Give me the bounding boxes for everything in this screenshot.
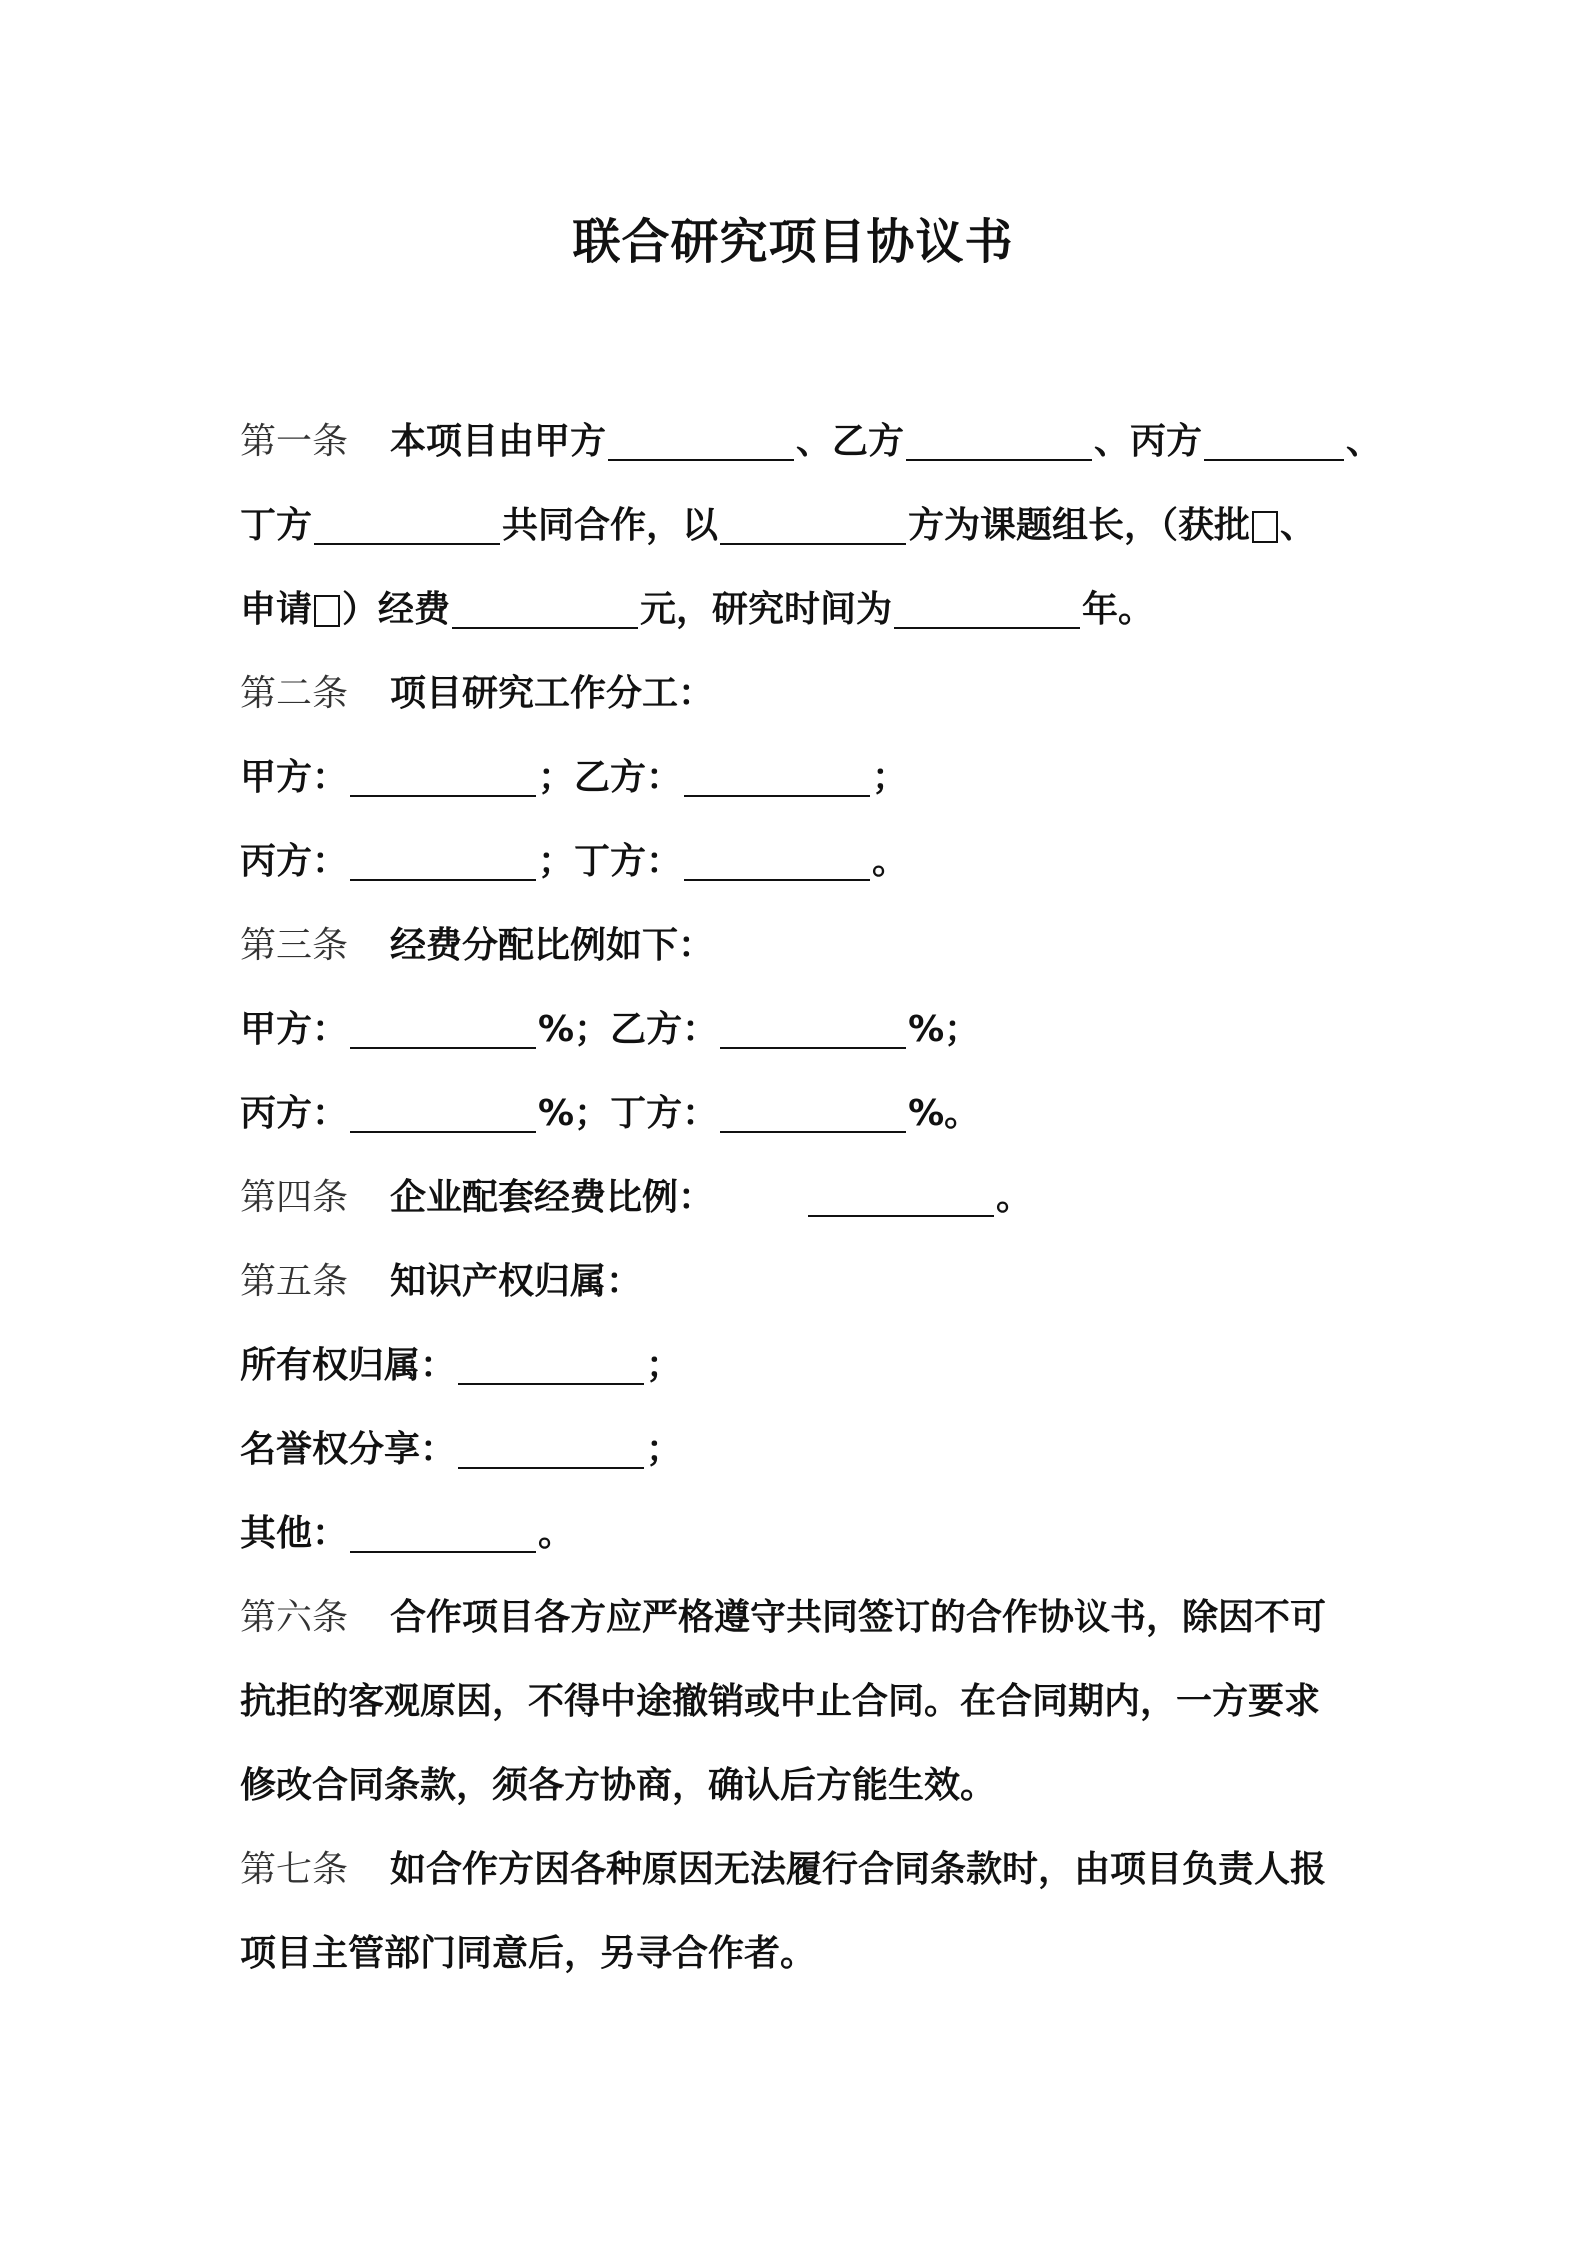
- article-5-text: 。: [538, 1513, 575, 1554]
- article-6-line-2: [240, 1660, 1360, 1744]
- article-1-text: 本项目由甲方: [390, 421, 607, 462]
- article-7-text: 项目主管部门同意后，另寻合作者。: [240, 1933, 817, 1974]
- article-2-label: 第二条: [240, 673, 349, 714]
- article-1-text: 、丙方: [1094, 421, 1203, 462]
- article-5-line-3: [240, 1408, 1360, 1492]
- ratio-party-a-blank[interactable]: [350, 1005, 536, 1049]
- work-party-b-blank[interactable]: [684, 753, 870, 797]
- party-c-blank[interactable]: [1204, 417, 1344, 461]
- document-title: 联合研究项目协议书: [572, 214, 1014, 270]
- article-1-text: 申请: [240, 589, 313, 630]
- article-3-text: 丙方：: [240, 1093, 349, 1134]
- article-5-text: ；: [646, 1345, 683, 1386]
- article-7-line-1: [240, 1828, 1360, 1912]
- enterprise-ratio-blank[interactable]: [808, 1173, 994, 1217]
- leader-party-blank[interactable]: [720, 501, 906, 545]
- article-2-text: 丙方：: [240, 841, 349, 882]
- article-2-text: 。: [872, 841, 909, 882]
- document-body: [240, 400, 1383, 1996]
- article-3-text: %；: [908, 1009, 981, 1050]
- duration-blank[interactable]: [894, 585, 1080, 629]
- article-4-label: 第四条: [240, 1177, 349, 1218]
- article-5-text: 其他：: [240, 1513, 349, 1554]
- article-5-label: 第五条: [240, 1261, 349, 1302]
- party-b-blank[interactable]: [906, 417, 1092, 461]
- article-5-line-1: [240, 1240, 1360, 1324]
- article-2-line-2: [240, 736, 1360, 820]
- article-6-text: 合作项目各方应严格遵守共同签订的合作协议书，除因不可: [390, 1597, 1327, 1638]
- other-blank[interactable]: [350, 1509, 536, 1553]
- article-1-label: 第一条: [240, 421, 349, 462]
- article-5-text: 知识产权归属：: [390, 1261, 643, 1302]
- article-5-line-4: [240, 1492, 1360, 1576]
- article-5-text: ；: [646, 1429, 683, 1470]
- article-5-text: 名誉权分享：: [240, 1429, 457, 1470]
- article-3-text: 经费分配比例如下：: [390, 925, 715, 966]
- article-1-line-2: [240, 484, 1360, 568]
- article-5-line-2: [240, 1324, 1360, 1408]
- article-1-text: 、: [1346, 421, 1383, 462]
- article-2-text: ；乙方：: [538, 757, 683, 798]
- applying-checkbox[interactable]: [314, 595, 340, 627]
- article-1-text: 年。: [1082, 589, 1155, 630]
- article-5-text: 所有权归属：: [240, 1345, 457, 1386]
- article-1-text: 、: [1280, 505, 1317, 546]
- article-2-line-3: [240, 820, 1360, 904]
- article-1-text: 元，研究时间为: [640, 589, 893, 630]
- article-3-line-1: [240, 904, 1360, 988]
- article-2-line-1: [240, 652, 1360, 736]
- ownership-blank[interactable]: [458, 1341, 644, 1385]
- article-4-line-1: [240, 1156, 1360, 1240]
- article-3-text: %；丁方：: [538, 1093, 719, 1134]
- article-1-text: 共同合作，以: [502, 505, 719, 546]
- article-7-label: 第七条: [240, 1849, 349, 1890]
- article-6-line-1: [240, 1576, 1360, 1660]
- work-party-a-blank[interactable]: [350, 753, 536, 797]
- article-7-text: 如合作方因各种原因无法履行合同条款时，由项目负责人报: [390, 1849, 1327, 1890]
- article-3-text: %；乙方：: [538, 1009, 719, 1050]
- ratio-party-b-blank[interactable]: [720, 1005, 906, 1049]
- ratio-party-d-blank[interactable]: [720, 1089, 906, 1133]
- article-1-text: 、乙方: [796, 421, 905, 462]
- article-2-text: ；: [872, 757, 909, 798]
- article-7-line-2: [240, 1912, 1360, 1996]
- article-6-text: 修改合同条款，须各方协商，确认后方能生效。: [240, 1765, 997, 1806]
- article-6-text: 抗拒的客观原因，不得中途撤销或中止合同。在合同期内，一方要求: [240, 1681, 1321, 1722]
- work-party-d-blank[interactable]: [684, 837, 870, 881]
- article-3-line-2: [240, 988, 1360, 1072]
- work-party-c-blank[interactable]: [350, 837, 536, 881]
- article-1-line-1: [240, 400, 1383, 484]
- approved-checkbox[interactable]: [1252, 511, 1278, 543]
- article-3-line-3: [240, 1072, 1360, 1156]
- article-6-line-3: [240, 1744, 1360, 1828]
- article-2-text: 项目研究工作分工：: [390, 673, 715, 714]
- article-4-text: 企业配套经费比例：: [390, 1177, 715, 1218]
- article-1-text: 丁方: [240, 505, 313, 546]
- article-2-text: 甲方：: [240, 757, 349, 798]
- article-4-text: 。: [996, 1177, 1033, 1218]
- article-3-text: 甲方：: [240, 1009, 349, 1050]
- article-3-text: %。: [908, 1093, 981, 1134]
- article-1-line-3: [240, 568, 1360, 652]
- funding-blank[interactable]: [452, 585, 638, 629]
- article-1-text: 方为课题组长，（获批: [908, 505, 1251, 546]
- ratio-party-c-blank[interactable]: [350, 1089, 536, 1133]
- party-a-blank[interactable]: [608, 417, 794, 461]
- honor-share-blank[interactable]: [458, 1425, 644, 1469]
- party-d-blank[interactable]: [314, 501, 500, 545]
- article-6-label: 第六条: [240, 1597, 349, 1638]
- article-3-label: 第三条: [240, 925, 349, 966]
- article-1-text: ）经费: [342, 589, 451, 630]
- article-2-text: ；丁方：: [538, 841, 683, 882]
